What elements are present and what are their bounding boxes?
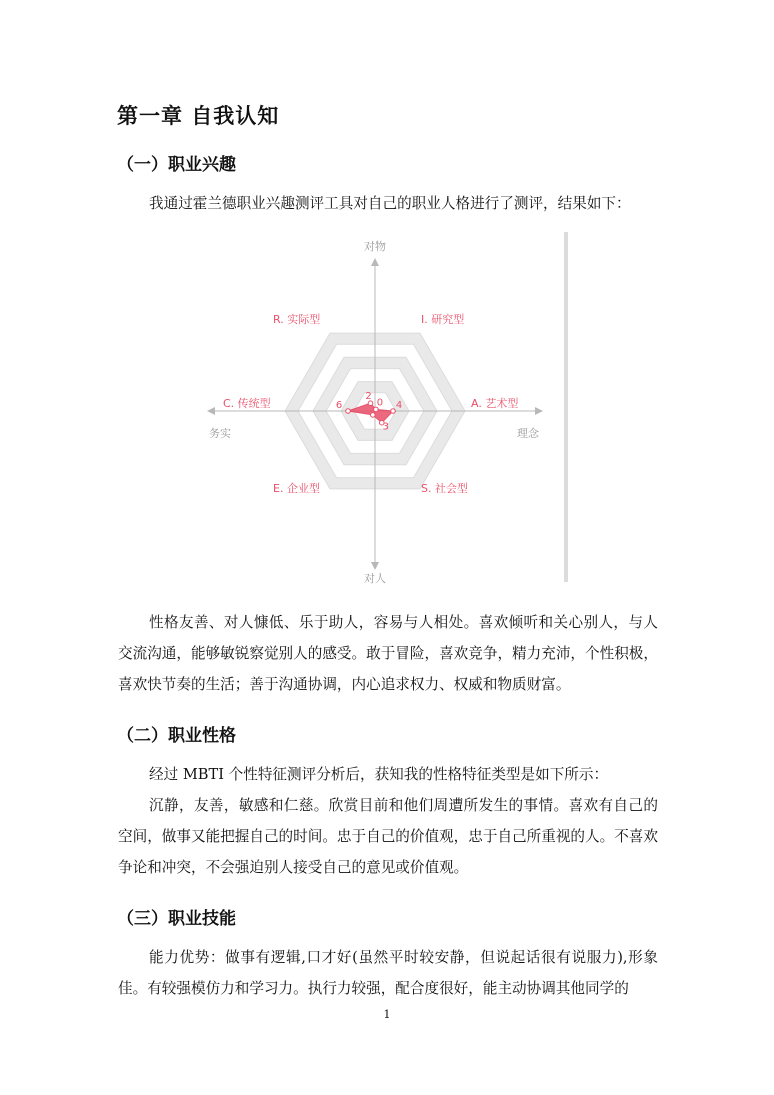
data-value-label-2: 4 xyxy=(395,400,403,411)
holland-radar-chart xyxy=(195,228,575,588)
section-1-title: （一）职业兴趣 xyxy=(117,155,236,175)
category-label-e: E. 企业型 xyxy=(273,482,320,495)
category-label-c: C. 传统型 xyxy=(223,397,271,410)
section-3-title: （三）职业技能 xyxy=(117,909,236,929)
section-1-intro: 我通过霍兰德职业兴趣测评工具对自己的职业人格进行了测评，结果如下： xyxy=(149,195,631,212)
data-value-label-3: 3 xyxy=(382,421,389,433)
arrow-up xyxy=(371,258,379,266)
section-2-paragraph-2: 沉静，友善，敏感和仁慈。欣赏目前和他们周遭所发生的事情。喜欢有自己的空间，做事又能把握自己的时间。忠于自己的价值观，忠于自己所重视的人。不喜欢争论和冲突，不会强迫别人接受自己的意见或价值观。 xyxy=(118,797,658,876)
data-value-label-0: 2 xyxy=(365,391,372,403)
axis-label-bottom: 对人 xyxy=(364,572,386,585)
category-label-r: R. 实际型 xyxy=(273,313,321,326)
section-2-paragraph-1: 经过 MBTI 个性特征测评分析后，获知我的性格特征类型是如下所示： xyxy=(149,766,609,783)
section-3-paragraph-1: 能力优势：做事有逻辑,口才好(虽然平时较安静，但说起话很有说服力),形象佳。有较强模仿力和学习力。执行力较强，配合度很好，能主动协调其他同学的 xyxy=(118,949,658,997)
category-label-s: S. 社会型 xyxy=(421,482,468,495)
section-1-description: 性格友善、对人慷低、乐于助人，容易与人相处。喜欢倾听和关心别人，与人交流沟通，能够敏锐察觉别人的感受。敢于冒险，喜欢竞争，精力充沛，个性积极，喜欢快节奏的生活；善于沟通协调，内心追求权力、权威和物质财富。 xyxy=(118,614,658,693)
data-point-2 xyxy=(391,409,396,414)
data-value-label-5: 6 xyxy=(335,400,343,411)
axis-label-right: 理念 xyxy=(517,427,539,440)
category-label-i: I. 研究型 xyxy=(421,313,465,326)
arrow-down xyxy=(371,562,379,570)
arrow-left xyxy=(207,407,215,415)
data-value-label-1: 0 xyxy=(376,397,384,409)
data-point-4 xyxy=(371,413,376,418)
category-label-a: A. 艺术型 xyxy=(471,397,519,410)
section-2-title: （二）职业性格 xyxy=(117,726,236,746)
axis-label-left: 务实 xyxy=(209,427,231,440)
axis-label-top: 对物 xyxy=(364,240,386,253)
data-point-5 xyxy=(346,409,351,414)
arrow-right xyxy=(535,407,543,415)
page-number: 1 xyxy=(383,1008,391,1021)
chapter-title: 第一章 自我认知 xyxy=(117,103,280,128)
